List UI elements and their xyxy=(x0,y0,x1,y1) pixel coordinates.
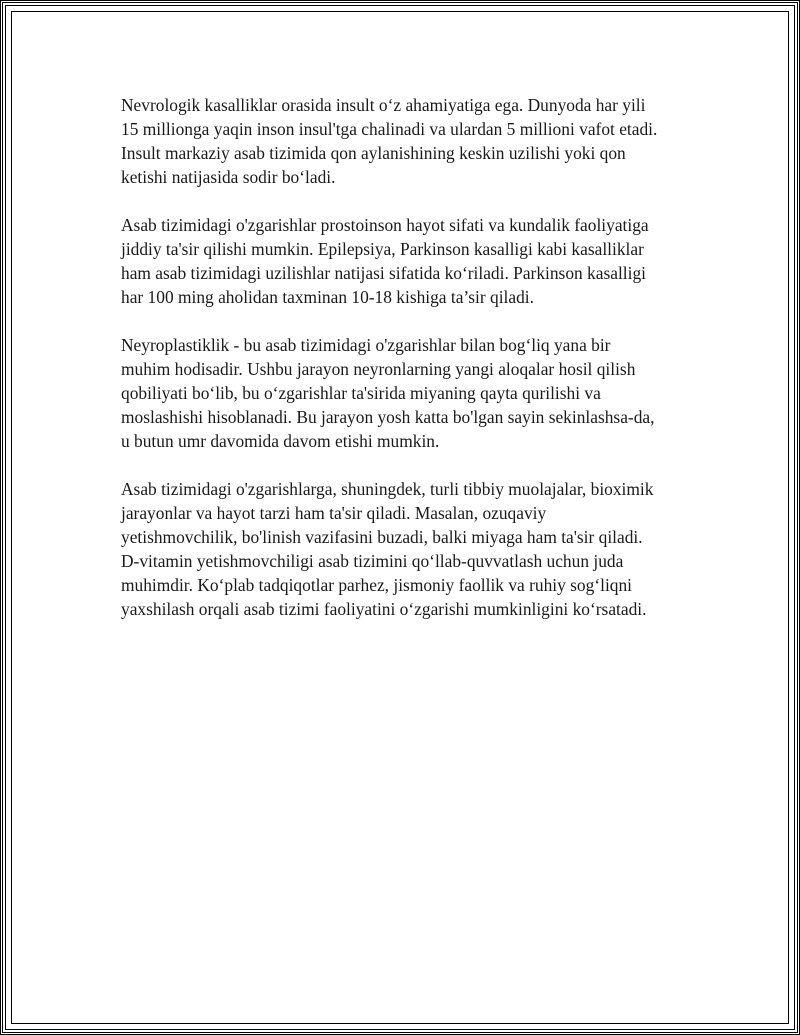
text-line: ham asab tizimidagi uzilishlar natijasi sifatida ko‘riladi. Parkinson kasalligi xyxy=(121,263,646,283)
text-line: D-vitamin yetishmovchiligi asab tizimini qo‘llab-quvvatlash uchun juda xyxy=(121,551,624,571)
document-body xyxy=(121,93,701,645)
text-line: Neyroplastiklik - bu asab tizimidagi o'zgarishlar bilan bog‘liq yana bir xyxy=(121,335,611,355)
text-line: 15 millionga yaqin inson insul'tga chalinadi va ulardan 5 millioni vafot etadi. xyxy=(121,119,658,139)
text-line: jiddiy ta'sir qilishi mumkin. Epilepsiya, Parkinson kasalligi kabi kasalliklar xyxy=(121,239,644,259)
paragraph-4 xyxy=(121,477,701,621)
text-line: yaxshilash orqali asab tizimi faoliyatini o‘zgarishi mumkinligini ko‘rsatadi. xyxy=(121,599,647,619)
text-line: Asab tizimidagi o'zgarishlarga, shuningdek, turli tibbiy muolajalar, bioximik xyxy=(121,479,654,499)
paragraph-1 xyxy=(121,93,701,189)
text-line: Asab tizimidagi o'zgarishlar prostoinson hayot sifati va kundalik faoliyatiga xyxy=(121,215,649,235)
text-line: moslashishi hisoblanadi. Bu jarayon yosh katta bo'lgan sayin sekinlashsa-da, xyxy=(121,407,655,427)
text-line: har 100 ming aholidan taxminan 10-18 kishiga ta’sir qiladi. xyxy=(121,287,534,307)
paragraph-3 xyxy=(121,333,701,453)
text-line: ketishi natijasida sodir bo‘ladi. xyxy=(121,167,336,187)
text-line: Nevrologik kasalliklar orasida insult o‘z ahamiyatiga ega. Dunyoda har yili xyxy=(121,95,646,115)
text-line: u butun umr davomida davom etishi mumkin. xyxy=(121,431,440,451)
text-line: qobiliyati bo‘lib, bu o‘zgarishlar ta'sirida miyaning qayta qurilishi va xyxy=(121,383,601,403)
text-line: yetishmovchilik, bo'linish vazifasini buzadi, balki miyaga ham ta'sir qiladi. xyxy=(121,527,643,547)
paragraph-2 xyxy=(121,213,701,309)
text-line: muhim hodisadir. Ushbu jarayon neyronlarning yangi aloqalar hosil qilish xyxy=(121,359,636,379)
text-line: muhimdir. Ko‘plab tadqiqotlar parhez, jismoniy faollik va ruhiy sog‘liqni xyxy=(121,575,633,595)
text-line: Insult markaziy asab tizimida qon aylanishining keskin uzilishi yoki qon xyxy=(121,143,626,163)
text-line: jarayonlar va hayot tarzi ham ta'sir qiladi. Masalan, ozuqaviy xyxy=(121,503,547,523)
